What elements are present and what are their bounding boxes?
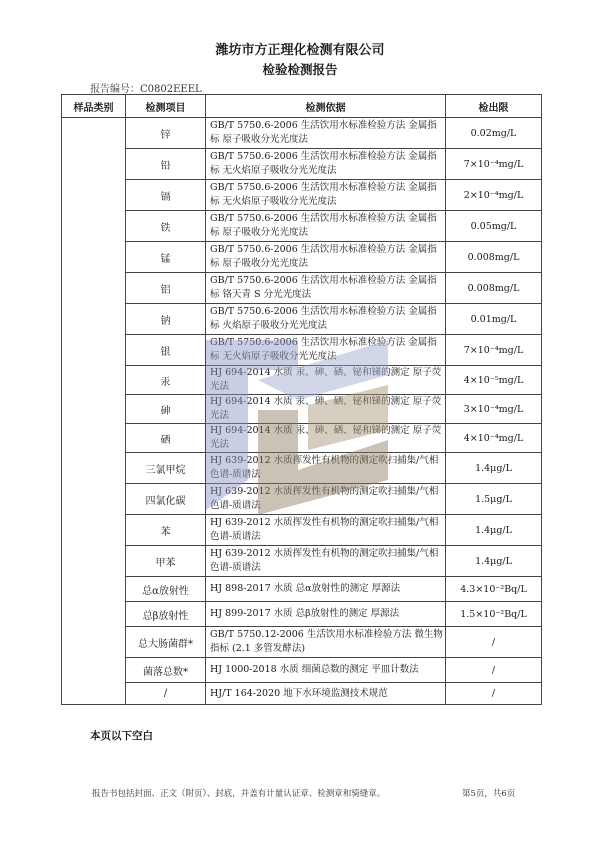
- table-header-row: [62, 95, 542, 118]
- test-basis-cell: HJ 639-2012 水质挥发性有机物的测定吹扫捕集/气相色谱-质谱法: [206, 546, 446, 577]
- table-row: [62, 211, 542, 242]
- table-row: [62, 242, 542, 273]
- detection-limit-cell: 2×10⁻⁴mg/L: [446, 180, 542, 211]
- test-basis-cell: HJ 639-2012 水质挥发性有机物的测定吹扫捕集/气相色谱-质谱法: [206, 484, 446, 515]
- test-basis-cell: GB/T 5750.6-2006 生活饮用水标准检验方法 金属指标 原子吸收分光光度法: [206, 211, 446, 242]
- test-basis-cell: HJ 899-2017 水质 总β放射性的测定 厚源法: [206, 602, 446, 627]
- test-basis-cell: HJ/T 164-2020 地下水环境监测技术规范: [206, 683, 446, 705]
- test-basis-cell: GB/T 5750.6-2006 生活饮用水标准检验方法 金属指标 铬天青 S 分光光度法: [206, 273, 446, 304]
- test-item-cell: 银: [126, 335, 206, 366]
- test-item-cell: 菌落总数*: [126, 658, 206, 683]
- test-basis-cell: HJ 694-2014 水质 汞、砷、硒、铋和锑的测定 原子荧光法: [206, 424, 446, 453]
- test-item-cell: 锰: [126, 242, 206, 273]
- table-row: [62, 627, 542, 658]
- report-number: 报告编号：C0802EEEL: [90, 84, 202, 95]
- test-item-cell: 铅: [126, 149, 206, 180]
- test-method-table: [61, 94, 542, 705]
- table-row: [62, 602, 542, 627]
- test-item-cell: 镉: [126, 180, 206, 211]
- test-basis-cell: GB/T 5750.6-2006 生活饮用水标准检验方法 金属指标 无火焰原子吸收分光光度法: [206, 335, 446, 366]
- detection-limit-cell: 1.4μg/L: [446, 453, 542, 484]
- table-row: [62, 683, 542, 705]
- table-row: [62, 658, 542, 683]
- detection-limit-cell: 0.01mg/L: [446, 304, 542, 335]
- table-row: [62, 395, 542, 424]
- test-item-cell: 三氯甲烷: [126, 453, 206, 484]
- test-basis-cell: HJ 898-2017 水质 总α放射性的测定 厚源法: [206, 577, 446, 602]
- test-item-cell: 钠: [126, 304, 206, 335]
- company-name: 潍坊市方正理化检测有限公司: [215, 43, 385, 58]
- table-row: [62, 180, 542, 211]
- test-item-cell: 总β放射性: [126, 602, 206, 627]
- table-row: [62, 304, 542, 335]
- table-row: [62, 366, 542, 395]
- detection-limit-cell: 0.008mg/L: [446, 273, 542, 304]
- table-row: [62, 515, 542, 546]
- column-header-test-basis: 检测依据: [206, 95, 446, 118]
- sample-type-cell: [62, 118, 126, 705]
- table-row: [62, 149, 542, 180]
- table-row: [62, 484, 542, 515]
- test-basis-cell: HJ 694-2014 水质 汞、砷、硒、铋和锑的测定 原子荧光法: [206, 395, 446, 424]
- test-basis-cell: GB/T 5750.6-2006 生活饮用水标准检验方法 金属指标 无火焰原子吸收分光光度法: [206, 149, 446, 180]
- test-item-cell: 砷: [126, 395, 206, 424]
- column-header-test-item: 检测项目: [126, 95, 206, 118]
- test-item-cell: 总α放射性: [126, 577, 206, 602]
- test-basis-cell: GB/T 5750.6-2006 生活饮用水标准检验方法 金属指标 原子吸收分光光度法: [206, 242, 446, 273]
- test-basis-cell: HJ 694-2014 水质 汞、砷、硒、铋和锑的测定 原子荧光法: [206, 366, 446, 395]
- detection-limit-cell: 1.4μg/L: [446, 515, 542, 546]
- blank-below-note: 本页以下空白: [90, 730, 153, 742]
- test-basis-cell: HJ 1000-2018 水质 细菌总数的测定 平皿计数法: [206, 658, 446, 683]
- test-basis-cell: HJ 639-2012 水质挥发性有机物的测定吹扫捕集/气相色谱-质谱法: [206, 515, 446, 546]
- detection-limit-cell: 0.05mg/L: [446, 211, 542, 242]
- test-basis-cell: GB/T 5750.6-2006 生活饮用水标准检验方法 金属指标 原子吸收分光光度法: [206, 118, 446, 149]
- detection-limit-cell: 4×10⁻⁵mg/L: [446, 366, 542, 395]
- detection-limit-cell: 0.02mg/L: [446, 118, 542, 149]
- test-item-cell: 四氯化碳: [126, 484, 206, 515]
- detection-limit-cell: /: [446, 658, 542, 683]
- test-basis-cell: GB/T 5750.12-2006 生活饮用水标准检验方法 微生物指标 (2.1 多管发酵法): [206, 627, 446, 658]
- test-basis-cell: HJ 639-2012 水质挥发性有机物的测定吹扫捕集/气相色谱-质谱法: [206, 453, 446, 484]
- table-row: [62, 118, 542, 149]
- test-item-cell: 汞: [126, 366, 206, 395]
- page-number: 第5页，共6页: [462, 789, 516, 799]
- detection-limit-cell: /: [446, 683, 542, 705]
- test-item-cell: 硒: [126, 424, 206, 453]
- detection-limit-cell: /: [446, 627, 542, 658]
- test-item-cell: 甲苯: [126, 546, 206, 577]
- table-row: [62, 577, 542, 602]
- detection-limit-cell: 7×10⁻⁴mg/L: [446, 149, 542, 180]
- test-item-cell: 苯: [126, 515, 206, 546]
- detection-limit-cell: 1.4μg/L: [446, 546, 542, 577]
- table-row: [62, 453, 542, 484]
- table-row: [62, 335, 542, 366]
- test-basis-cell: GB/T 5750.6-2006 生活饮用水标准检验方法 金属指标 火焰原子吸收分光光度法: [206, 304, 446, 335]
- column-header-sample-type: 样品类别: [62, 95, 126, 118]
- table-row: [62, 424, 542, 453]
- detection-limit-cell: 1.5×10⁻²Bq/L: [446, 602, 542, 627]
- test-item-cell: 锌: [126, 118, 206, 149]
- test-item-cell: 总大肠菌群*: [126, 627, 206, 658]
- table-row: [62, 273, 542, 304]
- test-basis-cell: GB/T 5750.6-2006 生活饮用水标准检验方法 金属指标 无火焰原子吸收分光光度法: [206, 180, 446, 211]
- report-title: 检验检测报告: [262, 62, 338, 77]
- detection-limit-cell: 4.3×10⁻²Bq/L: [446, 577, 542, 602]
- test-item-cell: 铁: [126, 211, 206, 242]
- detection-limit-cell: 7×10⁻⁴mg/L: [446, 335, 542, 366]
- test-item-cell: 铝: [126, 273, 206, 304]
- test-item-cell: /: [126, 683, 206, 705]
- detection-limit-cell: 0.008mg/L: [446, 242, 542, 273]
- column-header-detection-limit: 检出限: [446, 95, 542, 118]
- detection-limit-cell: 3×10⁻⁴mg/L: [446, 395, 542, 424]
- detection-limit-cell: 4×10⁻⁴mg/L: [446, 424, 542, 453]
- table-row: [62, 546, 542, 577]
- detection-limit-cell: 1.5μg/L: [446, 484, 542, 515]
- footer-note: 报告书包括封面、正文（附页）、封底，并盖有计量认证章、检测章和骑缝章。: [92, 789, 386, 799]
